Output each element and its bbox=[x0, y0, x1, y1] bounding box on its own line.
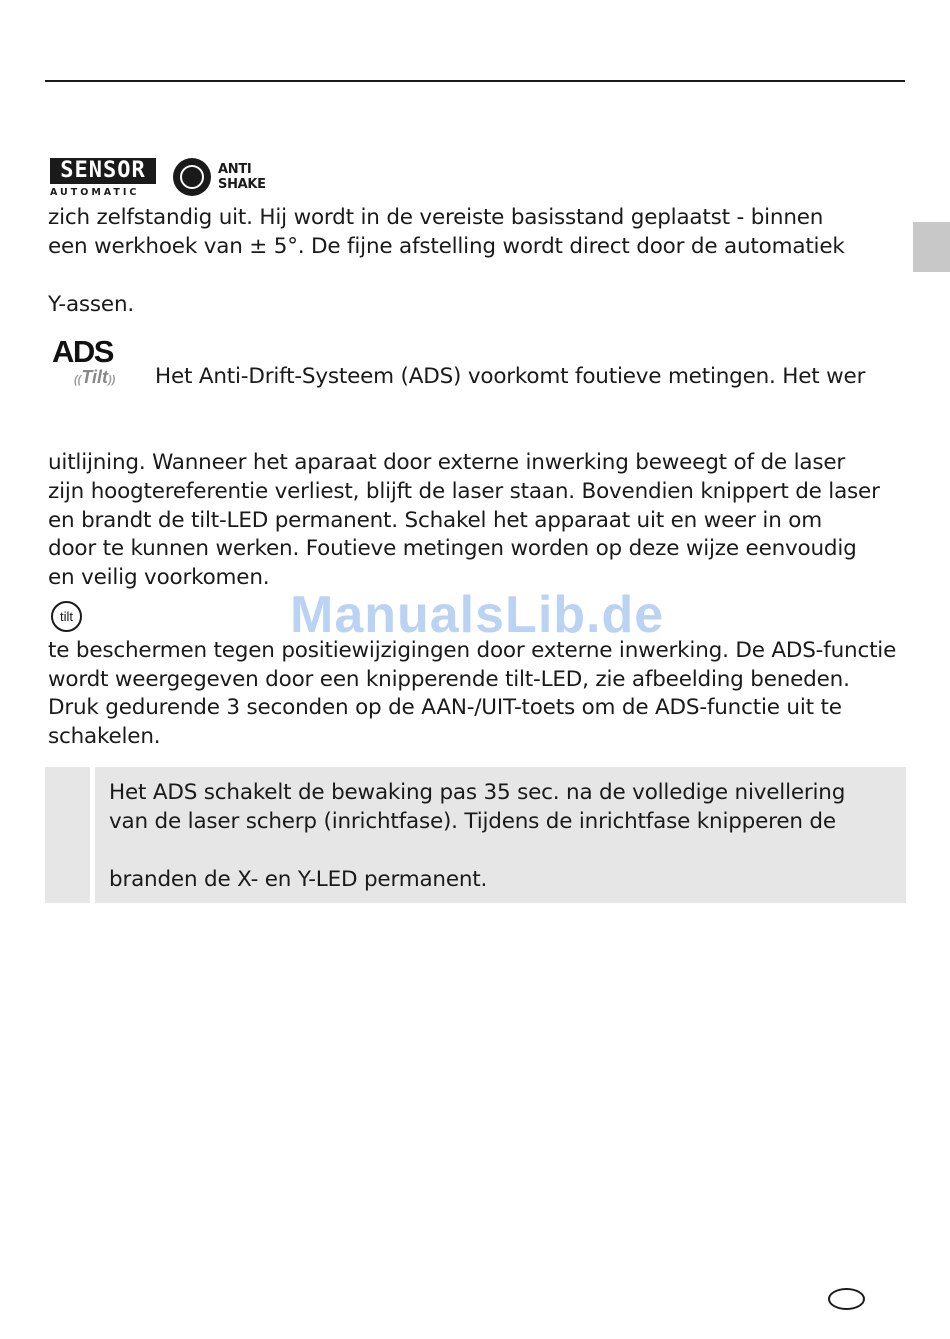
note-line: branden de X- en Y-LED permanent. bbox=[109, 867, 488, 892]
paragraph1-line: Y-assen. bbox=[48, 292, 135, 317]
note-divider bbox=[90, 767, 95, 903]
paragraph3-line: wordt weergegeven door een knipperende tilt-LED, zie afbeelding beneden. bbox=[48, 667, 850, 692]
paragraph2-line: zijn hoogtereferentie verliest, blijft de laser staan. Bovendien knippert de laser bbox=[48, 479, 880, 504]
paragraph2-line: en brandt de tilt-LED permanent. Schakel het apparaat uit en weer in om bbox=[48, 508, 822, 533]
note-line: Het ADS schakelt de bewaking pas 35 sec. na de volledige nivellering bbox=[109, 780, 846, 805]
ads-description-line: Het Anti-Drift-Systeem (ADS) voorkomt foutieve metingen. Het wer bbox=[155, 364, 866, 389]
paragraph3-line: te beschermen tegen positiewijzigingen door externe inwerking. De ADS-functie bbox=[48, 638, 897, 663]
ads-tilt-logo: ADS ((Tilt)) bbox=[52, 336, 132, 390]
paragraph1-line: zich zelfstandig uit. Hij wordt in de vereiste basisstand geplaatst - binnen bbox=[48, 205, 824, 230]
paragraph3-line: Druk gedurende 3 seconden op de AAN-/UIT-toets om de ADS-functie uit te bbox=[48, 695, 842, 720]
note-line: van de laser scherp (inrichtfase). Tijdens de inrichtfase knipperen de bbox=[109, 809, 836, 834]
tilt-icon: tilt bbox=[51, 601, 82, 632]
sensor-logo-subtext: AUTOMATIC bbox=[50, 187, 140, 198]
sensor-automatic-logo bbox=[50, 158, 158, 198]
ads-logo-subtext: Tilt bbox=[81, 367, 108, 387]
anti-shake-icon bbox=[173, 158, 211, 196]
anti-shake-logo bbox=[173, 157, 273, 199]
anti-shake-line2: SHAKE bbox=[218, 177, 266, 192]
paragraph1-line: een werkhoek van ± 5°. De fijne afstelling wordt direct door de automatiek bbox=[48, 234, 845, 259]
language-tab-marker bbox=[913, 222, 950, 272]
header-rule bbox=[45, 80, 905, 82]
anti-shake-line1: ANTI bbox=[218, 162, 252, 177]
watermark: ManualsLib.de bbox=[290, 586, 665, 644]
sensor-logo-text: SENSOR bbox=[50, 158, 156, 184]
language-code-oval bbox=[828, 1288, 865, 1310]
note-box bbox=[45, 767, 906, 903]
paragraph3-line: schakelen. bbox=[48, 724, 161, 749]
paragraph2-line: door te kunnen werken. Foutieve metingen worden op deze wijze eenvoudig bbox=[48, 536, 857, 561]
paragraph2-line: uitlijning. Wanneer het aparaat door externe inwerking beweegt of de laser bbox=[48, 450, 846, 475]
paragraph2-line: en veilig voorkomen. bbox=[48, 565, 270, 590]
ads-logo-text: ADS bbox=[52, 334, 113, 369]
